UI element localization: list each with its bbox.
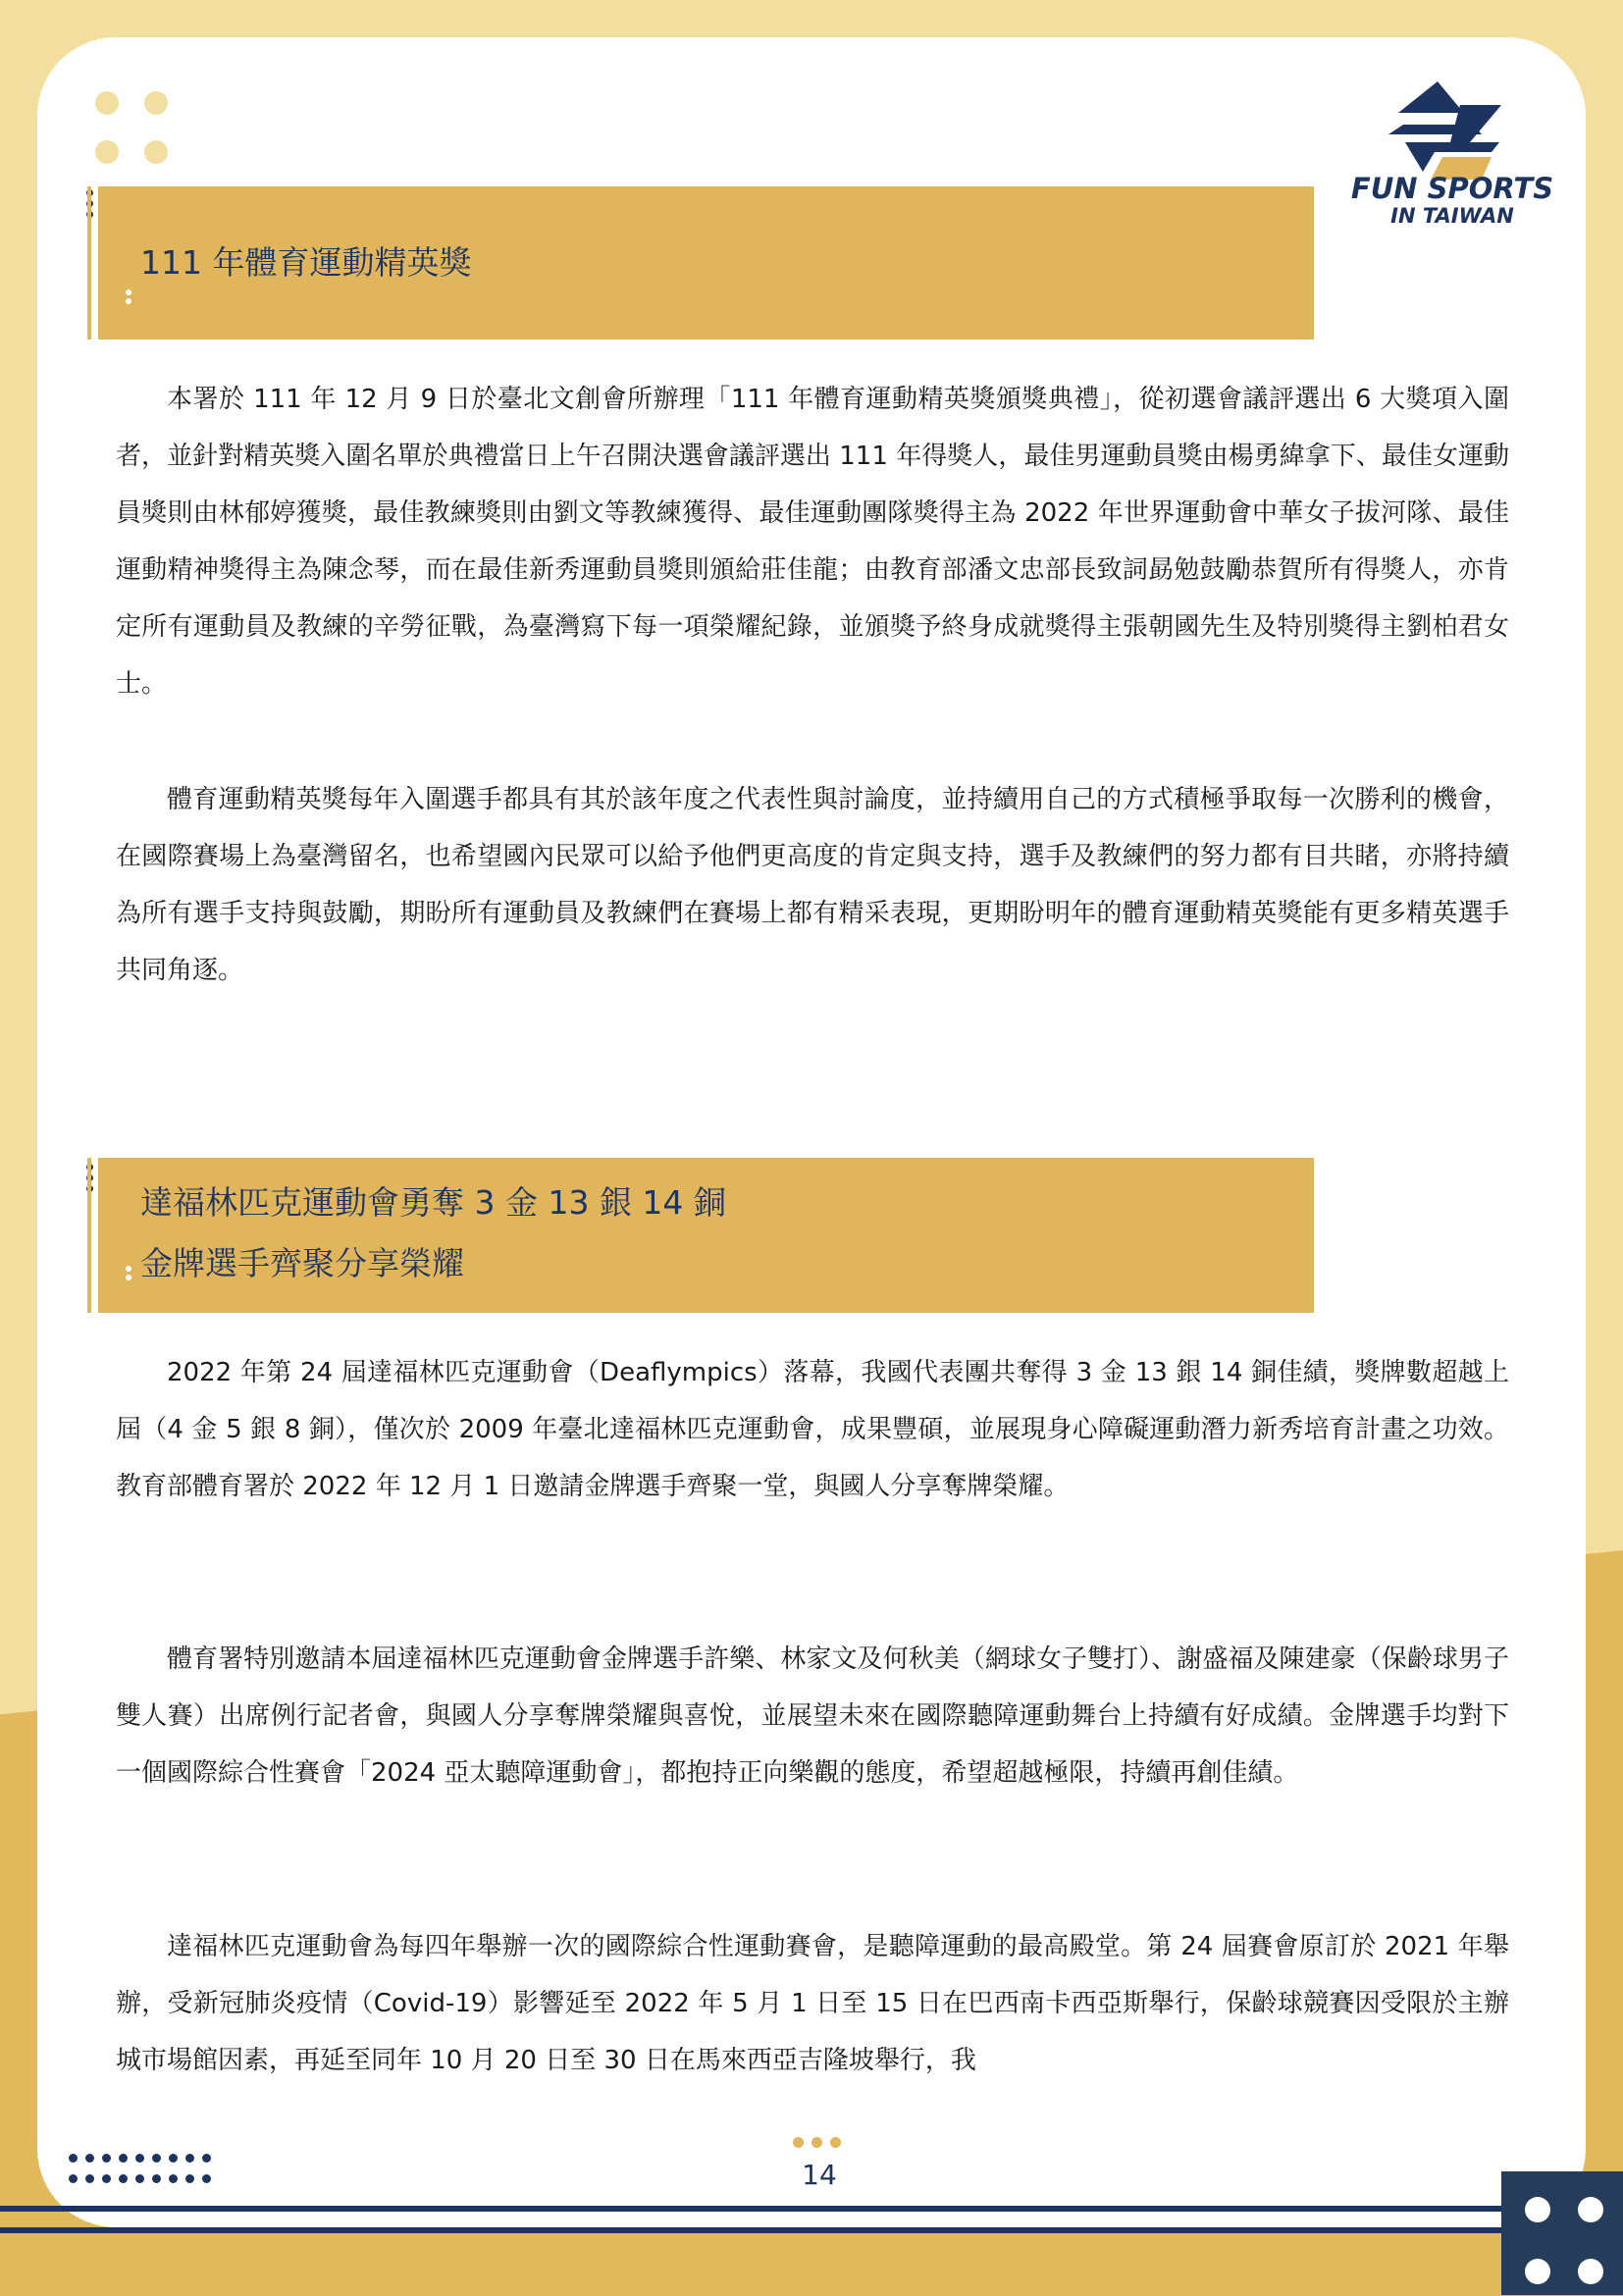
page-number-dots bbox=[793, 2137, 841, 2148]
heading-mini-dots bbox=[126, 289, 133, 307]
footer-stripe bbox=[0, 2206, 1501, 2212]
section1-paragraph-1: 本署於 111 年 12 月 9 日於臺北文創會所辦理「111 年體育運動精英獎頒獎典禮」，從初選會議評選出 6 大獎項入圍者，並針對精英獎入圍名單於典禮當日上午召開決選會議評選出 111 年得獎人，最佳男運動員獎由楊勇緯拿下、最佳女運動員獎則由林郁婷獲獎，最佳教練獎則由劉文等教練獲得、最佳運動團隊獎得主為 2022 年世界運動會中華女子拔河隊、最佳運動精神獎得主為陳念琴，而在最佳新秀運動員獎則頒給莊佳龍；由教育部潘文忠部長致詞勗勉鼓勵恭賀所有得獎人，亦肯定所有運動員及教練的辛勞征戰，為臺灣寫下每一項榮耀紀錄，並頒獎予終身成就獎得主張朝國先生及特別獎得主劉柏君女士。 bbox=[116, 385, 1509, 699]
heading-accent-gap bbox=[94, 186, 98, 339]
section1-title: 111 年體育運動精英獎 bbox=[140, 243, 472, 282]
page-card bbox=[37, 37, 1586, 2227]
logo-line1: FUN SPORTS bbox=[1350, 172, 1554, 205]
heading-accent-bar bbox=[87, 186, 91, 339]
corner-dot-box bbox=[1501, 2171, 1623, 2295]
logo-text bbox=[1344, 172, 1560, 228]
section2-heading-band bbox=[97, 1158, 1314, 1313]
footer-dot-pattern bbox=[69, 2154, 226, 2183]
footer-stripe bbox=[0, 2227, 1501, 2233]
heading-accent-gap bbox=[94, 1158, 98, 1313]
logo-line2: IN TAIWAN bbox=[1390, 204, 1514, 228]
decorative-dot-grid bbox=[95, 91, 179, 175]
section2-title-line2: 金牌選手齊聚分享榮耀 bbox=[140, 1244, 464, 1282]
section2-title-line1: 達福林匹克運動會勇奪 3 金 13 銀 14 銅 bbox=[140, 1183, 726, 1222]
heading-mini-dots bbox=[126, 1266, 133, 1283]
heading-accent-bar bbox=[87, 1158, 91, 1313]
page-number: 14 bbox=[802, 2159, 837, 2191]
section2-paragraph-1: 2022 年第 24 屆達福林匹克運動會（Deaflympics）落幕，我國代表團共奪得 3 金 13 銀 14 銅佳績，獎牌數超越上屆（4 金 5 銀 8 銅），僅次於 2009 年臺北達福林匹克運動會，成果豐碩，並展現身心障礙運動潛力新秀培育計畫之功效。教育部體育署於 2022 年 12 月 1 日邀請金牌選手齊聚一堂，與國人分享奪牌榮耀。 bbox=[116, 1358, 1510, 1501]
section1-paragraph-2: 體育運動精英獎每年入圍選手都具有其於該年度之代表性與討論度，並持續用自己的方式積極爭取每一次勝利的機會，在國際賽場上為臺灣留名，也希望國內民眾可以給予他們更高度的肯定與支持，選手及教練們的努力都有目共睹，亦將持續為所有選手支持與鼓勵，期盼所有運動員及教練們在賽場上都有精采表現，更期盼明年的體育運動精英獎能有更多精英選手共同角逐。 bbox=[116, 785, 1509, 985]
section2-paragraph-2: 體育署特別邀請本屆達福林匹克運動會金牌選手許樂、林家文及何秋美（網球女子雙打）、謝盛福及陳建豪（保齡球男子雙人賽）出席例行記者會，與國人分享奪牌榮耀與喜悅，並展望未來在國際聽障運動舞台上持續有好成績。金牌選手均對下一個國際綜合性賽會「2024 亞太聽障運動會」，都抱持正向樂觀的態度，希望超越極限，持續再創佳績。 bbox=[116, 1644, 1509, 1788]
section2-paragraph-3: 達福林匹克運動會為每四年舉辦一次的國際綜合性運動賽會，是聽障運動的最高殿堂。第 24 屆賽會原訂於 2021 年舉辦，受新冠肺炎疫情（Covid-19）影響延至 2022 年 5 月 1 日至 15 日在巴西南卡西亞斯舉行，保齡球競賽因受限於主辦城市場館因素，再延至同年 10 月 20 日至 30 日在馬來西亞吉隆坡舉行，我 bbox=[116, 1932, 1509, 2075]
section1-heading-band bbox=[97, 186, 1314, 339]
